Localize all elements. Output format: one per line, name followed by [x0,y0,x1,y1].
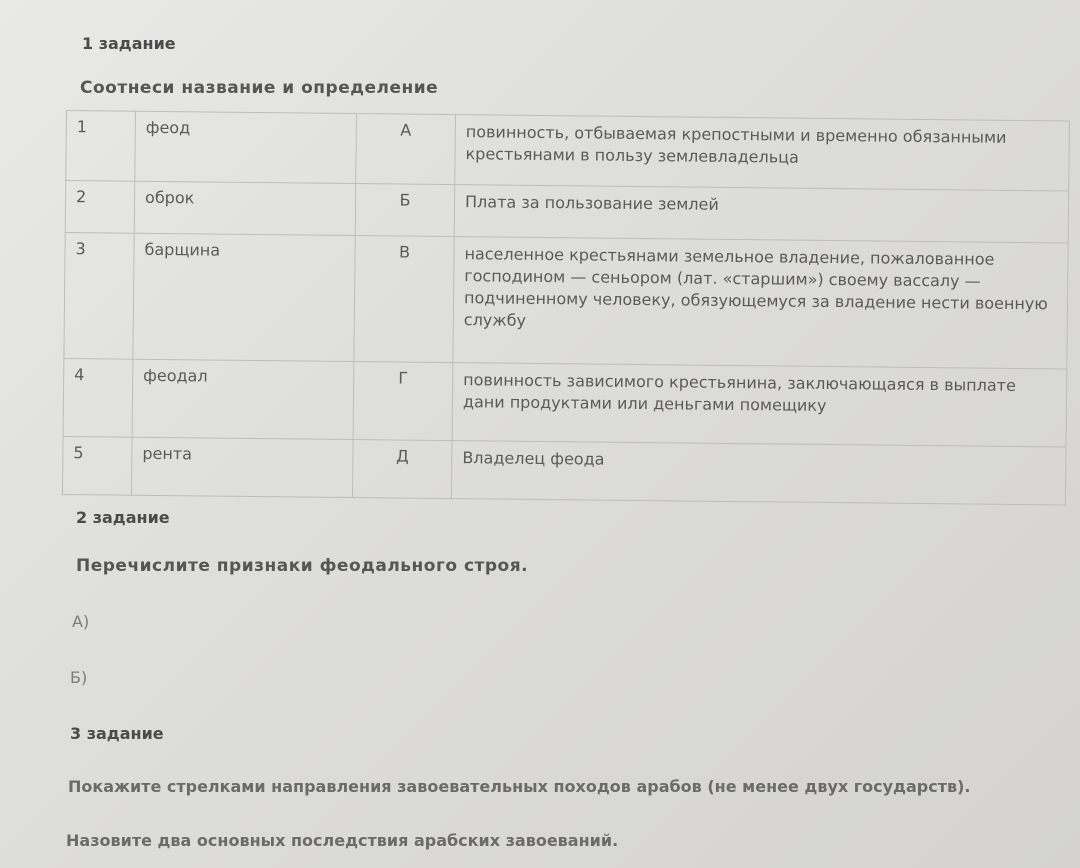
definition-cell: населенное крестьянами земельное владение, пожалованное господином — сеньором (лат. «старшим») своему вассалу — подчиненному человеку, обязующемуся за владение нести военную службу [453,237,1068,369]
matching-table [62,110,1070,505]
definition-cell: Владелец феода [451,441,1066,505]
task3-instruction: Покажите стрелками направления завоевательных походов арабов (не менее двух государств). [68,777,971,796]
task1-heading: Соотнеси название и определение [80,78,439,98]
row-number: 4 [63,358,133,437]
letter-cell: Б [355,184,455,237]
task2-title: 2 задание [76,508,170,527]
row-number: 5 [62,436,132,495]
definition-cell: повинность зависимого крестьянина, заключающаяся в выплате дани продуктами или деньгами помещику [452,363,1067,447]
term-cell: феод [135,111,357,183]
term-cell: оброк [134,181,356,235]
task2-heading: Перечислите признаки феодального строя. [76,556,529,576]
table-row [62,436,1066,505]
row-number: 2 [65,181,135,234]
letter-cell: В [354,236,454,363]
row-number: 3 [64,232,134,359]
definition-cell: повинность, отбываемая крепостными и временно обязанными крестьянами в пользу землевладельца [455,115,1070,191]
table-row [66,111,1070,191]
answer-a-label: А) [72,612,90,631]
table-row [63,358,1067,446]
answer-b-label: Б) [70,668,88,687]
row-number: 1 [66,111,136,182]
definition-cell: Плата за пользование землей [454,185,1069,243]
task1-title: 1 задание [82,34,176,53]
letter-cell: Д [352,440,452,499]
term-cell: феодал [132,359,354,439]
letter-cell: Г [353,362,453,441]
task3-question: Назовите два основных последствия арабских завоеваний. [66,831,619,850]
term-cell: барщина [133,233,355,361]
term-cell: рента [131,437,353,497]
letter-cell: А [356,114,456,185]
table-row [64,232,1068,368]
task3-title: 3 задание [70,724,164,743]
